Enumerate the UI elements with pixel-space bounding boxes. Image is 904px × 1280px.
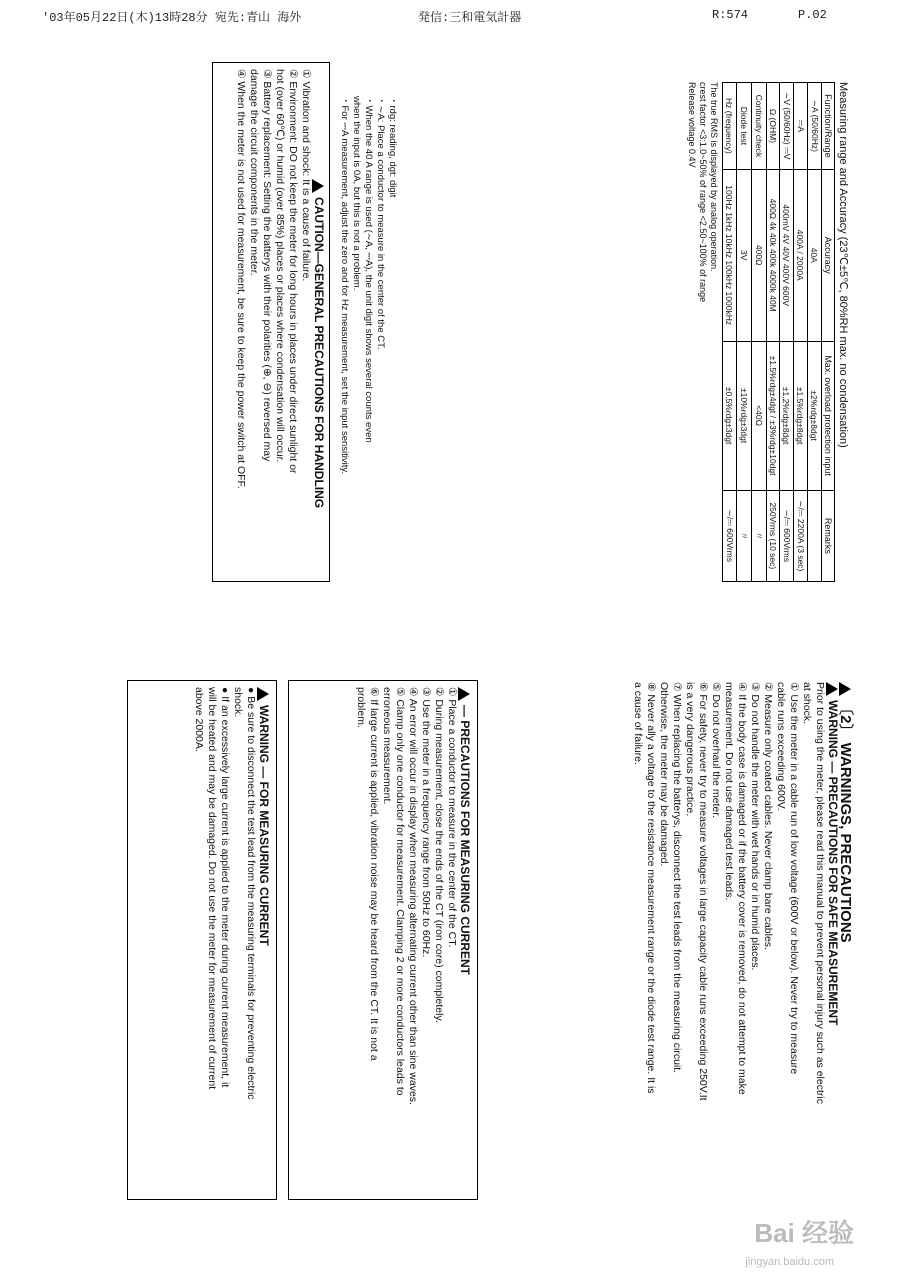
warnings-subtitle: WARNING — PRECAUTIONS FOR SAFE MEASUREMENT bbox=[826, 682, 839, 1152]
fax-datetime: '03年05月22日(木)13時28分 宛先:青山 海外 bbox=[42, 11, 302, 25]
warn-current-title: WARNING — FOR MEASURING CURRENT bbox=[257, 687, 270, 1193]
header-function: Function/Range bbox=[822, 83, 835, 170]
fax-receiver: R:574 bbox=[712, 8, 749, 22]
warn-current-box: WARNING — FOR MEASURING CURRENT ● Be sure to disconnect the test lead from the measuring terminals for preventing electric shock. ● If an excessively large current is applied to the meter during current measurement, it will be heated and may be damaged. Do not use the meter for measurement of current above 2000A. bbox=[127, 680, 277, 1200]
fax-sender: 発信:三和電気計器 bbox=[418, 11, 522, 25]
spec-notes: ・rdg: reading, dgt: digit ・∼A: Place a conductor to measure in the center of the CT. ・When the 40 A range is used (∼A, ⎓A), the unit digit shows several counts even when the input is 0A, but this is not a problem. ・For ⎓A measurement, adjust the zero and for Hz measurement, set the input sensitivity. bbox=[339, 96, 398, 475]
spec-section bbox=[686, 82, 850, 592]
spec-table bbox=[722, 82, 835, 582]
remarks-block: The true RMS is displayed by analog operation. crest factor <3:1.0~50% of range <2.50~100% of range Release voltage 0.4V bbox=[687, 82, 719, 303]
warning-triangle-icon bbox=[826, 682, 838, 696]
warnings-title: 〔2〕 WARNINGS, PRECAUTIONS bbox=[839, 682, 852, 1152]
caution-title: CAUTION—GENERAL PRECAUTIONS FOR HANDLING bbox=[312, 179, 325, 575]
warning-triangle-icon bbox=[459, 687, 471, 701]
warning-triangle-icon bbox=[258, 687, 270, 701]
caution-box: CAUTION—GENERAL PRECAUTIONS FOR HANDLING ① Vibration and shock: It is a cause of failure. ② Environment: DO not keep the meter for long hours in places under direct sunlight or hot (over 60℃) or humid (over 85%) places or places where condensation will occur. ③ Battery replacement: Setting the batterys with their polarities (⊕, ⊖) reversed may damage the circuit components in the meter. ④ When the meter is not used for measurement, be sure to keep the power switch at OFF. bbox=[212, 62, 330, 582]
measuring-title: — PRECAUTIONS FOR MEASURING CURRENT bbox=[458, 687, 471, 1193]
watermark-logo: Bai 经验 bbox=[754, 1218, 854, 1248]
table-row: Hz (frequency) 100Hz 1kHz 10kHz 100kHz 1000kHz ±0.5%rdg±3dgt ∼/⎓ 600Vrms bbox=[723, 83, 737, 582]
header-protection: Max. overload protection input bbox=[822, 341, 835, 490]
watermark-url: jingyan.baidu.com bbox=[745, 1256, 834, 1268]
warnings-section: 〔2〕 WARNINGS, PRECAUTIONS WARNING — PRECAUTIONS FOR SAFE MEASUREMENT Prior to using the meter, please read this manual to prevent personal injury such as electric at shock. ① Use the meter in a cable run of low voltage (600V or below). Never try to measure cable runs exceeding 600V. ② Measure only coated cables. Never clamp bare cables. ③ Do not handle the meter with wet hands or in humid places. ④ If the body case is damaged or if the battery cover is removed, do not attempt to make measurement. Do not use damaged test leads. ⑤ Do not overhaul the meter. ⑥ For safety, never try to measure voltages in large capacity cable runs exceeding 250V.It is a very dangerous practice. ⑦ When replacing the batterys, disconnect the test leads from the measuring circuit. Otherwise, the meter may be damaged. ⑧ Never ally a voltage to the resistance measurement range or the diode test range. It is a cause of failure. bbox=[631, 682, 852, 1152]
header-accuracy: Accuracy bbox=[822, 169, 835, 341]
table-row: Diode test 3V ±10%rdg±3dgt 〃 bbox=[737, 83, 752, 582]
warning-triangle-icon bbox=[839, 682, 851, 696]
fax-page: P.02 bbox=[798, 8, 827, 22]
table-row: ∼A (50/60Hz) 40A ±2%rdg±8dgt bbox=[808, 83, 822, 582]
table-row: ∼V (50/60Hz) ⎓V 400mV 4V 40V 400V 600V ±1.2%rdg±8dgt ∼/⎓ 600Vrms bbox=[780, 83, 794, 582]
measuring-box: — PRECAUTIONS FOR MEASURING CURRENT ① Place a conductor to measure in the center of the CT. ② During measurement, close the ends of the CT (iron core) completely. ③ Use the meter in a frequency range from 50Hz to 60Hz. ④ An error will occur in display when measuring alternating current other than sine waves. ⑤ Clamp only one conductor for measurement. Clamping 2 or more conductors leads to erroneous measurement. ⑥ If large current is applied, vibration noise may be heard from the CT. It is not a problem. bbox=[288, 680, 478, 1200]
table-row: ⎓A 400A / 2000A ±1.5%rdg±8dgt ∼/⎓ 2200A (3 sec) bbox=[794, 83, 808, 582]
header-remarks: Remarks bbox=[822, 490, 835, 581]
spec-title: Measuring range and Accuracy (23℃±5℃, 80%RH max. no condensation) bbox=[837, 82, 849, 448]
table-row: Continuity check 400Ω <40Ω 〃 bbox=[752, 83, 767, 582]
table-row: Ω (OHM) 400Ω 4k 40k 400k 4000k 40M ±1.5%rdg±4dgt / ±3%rdg±10dgt 250Vrms (10 sec) bbox=[767, 83, 780, 582]
warning-triangle-icon bbox=[313, 179, 325, 193]
